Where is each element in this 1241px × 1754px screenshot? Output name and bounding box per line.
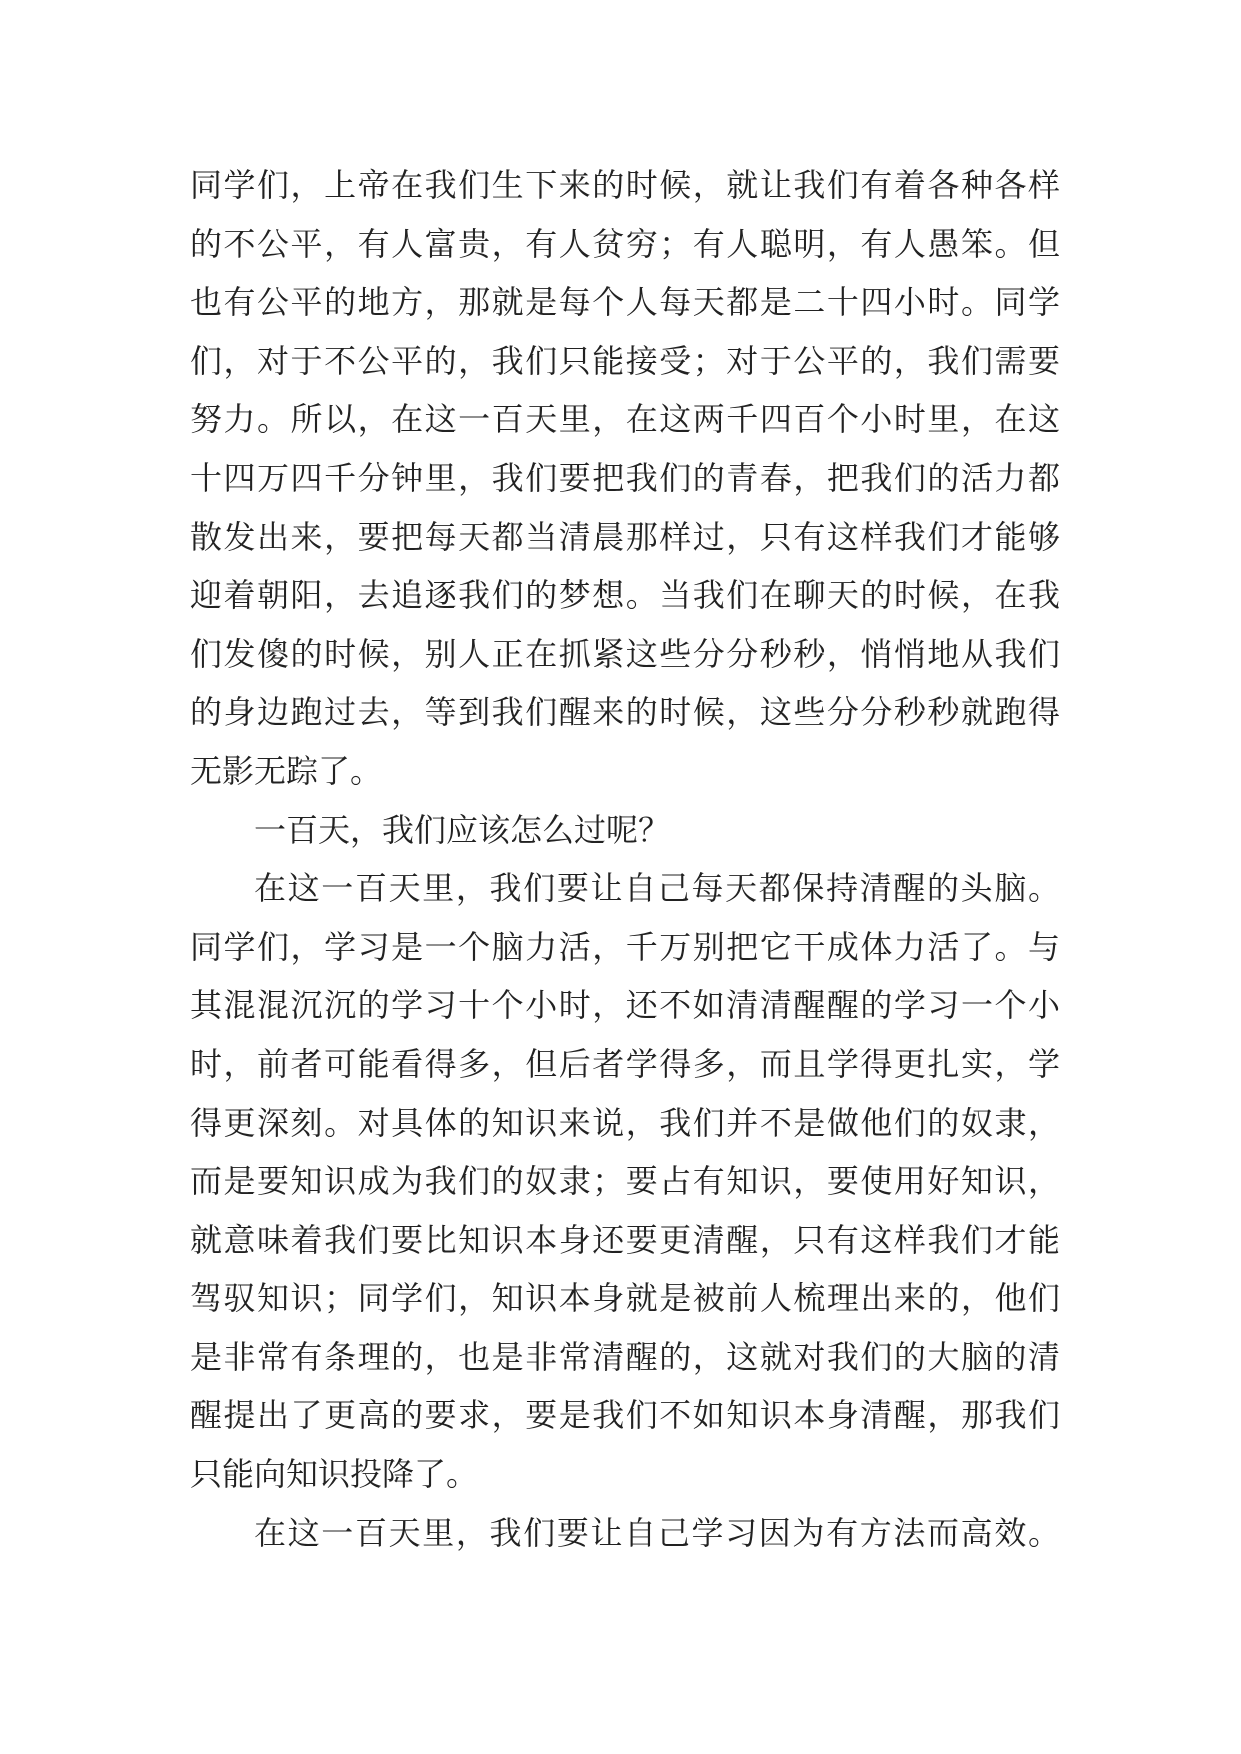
text-line: 无影无踪了。: [190, 751, 383, 790]
text-line: 其混混沉沉的学习十个小时，还不如清清醒醒的学习一个小: [190, 986, 1060, 1025]
text-line: 的身边跑过去，等到我们醒来的时候，这些分分秒秒就跑得: [190, 693, 1060, 732]
text-line: 们发傻的时候，别人正在抓紧这些分分秒秒，悄悄地从我们: [190, 634, 1060, 673]
text-line: 同学们，学习是一个脑力活，千万别把它干成体力活了。与: [190, 927, 1060, 966]
text-line: 就意味着我们要比知识本身还要更清醒，只有这样我们才能: [190, 1220, 1060, 1259]
text-line: 驾驭知识；同学们，知识本身就是被前人梳理出来的，他们: [190, 1279, 1060, 1318]
body-text: [190, 156, 1060, 1562]
text-line: 努力。所以，在这一百天里，在这两千四百个小时里，在这: [190, 400, 1060, 439]
text-line: 而是要知识成为我们的奴隶；要占有知识，要使用好知识，: [190, 1162, 1060, 1201]
text-line: 们，对于不公平的，我们只能接受；对于公平的，我们需要: [190, 341, 1060, 380]
text-line: 得更深刻。对具体的知识来说，我们并不是做他们的奴隶，: [190, 1103, 1060, 1142]
text-line: 迎着朝阳，去追逐我们的梦想。当我们在聊天的时候，在我: [190, 576, 1060, 615]
text-line: 的不公平，有人富贵，有人贫穷；有人聪明，有人愚笨。但: [190, 224, 1060, 263]
text-line: 只能向知识投降了。: [190, 1455, 479, 1494]
text-line: 散发出来，要把每天都当清晨那样过，只有这样我们才能够: [190, 517, 1060, 556]
text-line: 是非常有条理的，也是非常清醒的，这就对我们的大脑的清: [190, 1337, 1060, 1376]
text-line: 同学们，上帝在我们生下来的时候，就让我们有着各种各样: [190, 166, 1060, 204]
text-line: 在这一百天里，我们要让自己学习因为有方法而高效。: [254, 1513, 1060, 1552]
text-line: 一百天，我们应该怎么过呢？: [254, 810, 671, 849]
text-line: 醒提出了更高的要求，要是我们不如知识本身清醒，那我们: [190, 1396, 1060, 1435]
text-line: 十四万四千分钟里，我们要把我们的青春，把我们的活力都: [190, 458, 1060, 497]
text-line: 时，前者可能看得多，但后者学得多，而且学得更扎实，学: [190, 1044, 1060, 1083]
text-line: 在这一百天里，我们要让自己每天都保持清醒的头脑。: [254, 869, 1060, 908]
text-line: 也有公平的地方，那就是每个人每天都是二十四小时。同学: [190, 283, 1060, 322]
